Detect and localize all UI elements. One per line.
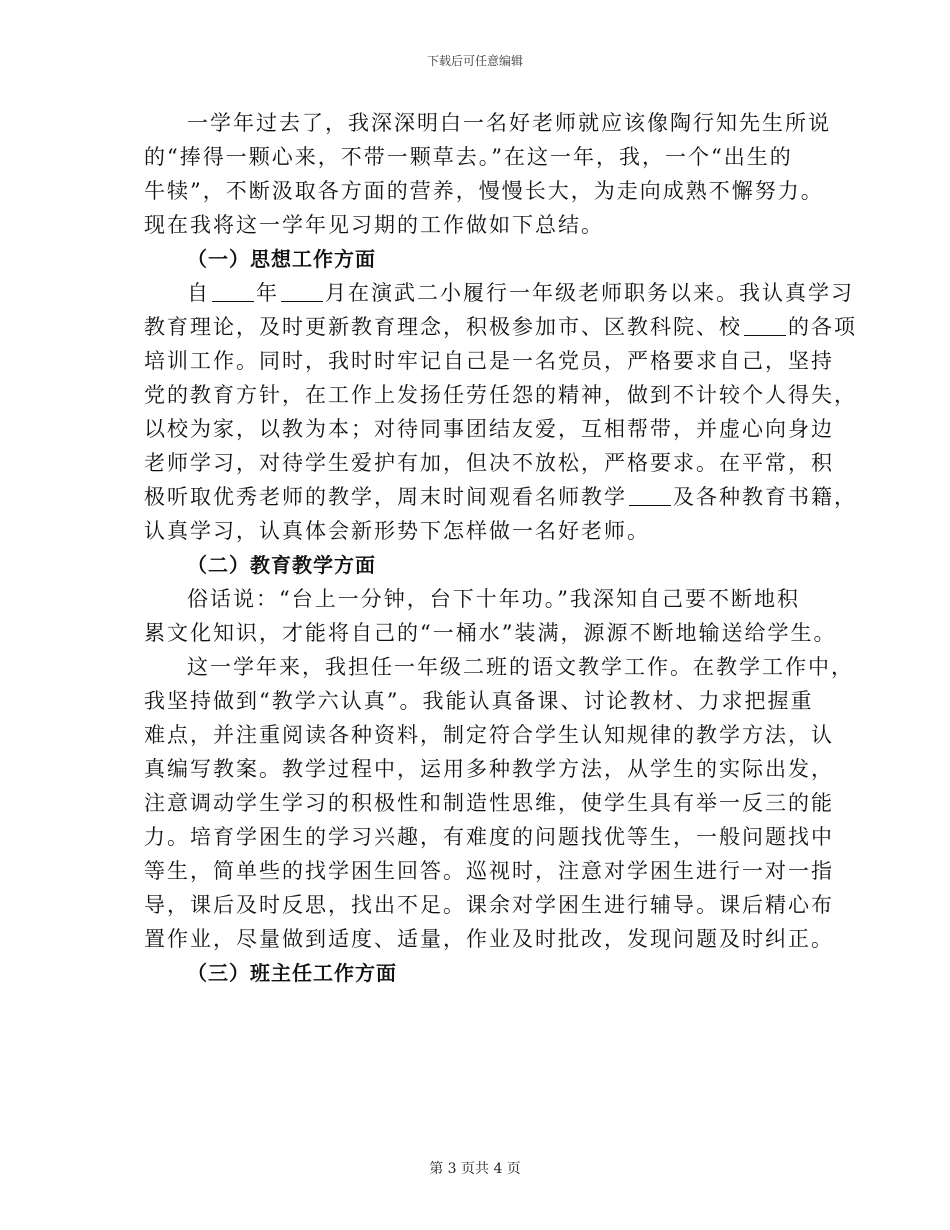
text-line: 置作业，尽量做到适度、适量，作业及时批改，发现问题及时纠正。 <box>144 927 834 951</box>
text-segment: 月在演武二小履行一年级老师职务以来。我认真学习 <box>325 281 854 305</box>
text-line <box>144 480 857 514</box>
text-line: 这一学年来，我担任一年级二班的语文教学工作。在教学工作中， <box>187 655 854 679</box>
text-line: 培训工作。同时，我时时牢记自己是一名党员，严格要求自己，坚持 <box>144 349 834 373</box>
text-line: 党的教育方针，在工作上发扬任劳任怨的精神，做到不计较个人得失， <box>144 383 857 407</box>
text-line <box>144 276 854 310</box>
page-header: 下载后可任意编辑 <box>426 54 523 68</box>
text-segment: 年 <box>256 281 279 305</box>
text-segment: 教育理论，及时更新教育理念，积极参加市、区教科院、校 <box>144 315 742 339</box>
text-line: 现在我将这一学年见习期的工作做如下总结。 <box>144 213 604 237</box>
fill-blank <box>212 281 254 302</box>
text-line: 导，课后及时反思，找出不足。课余对学困生进行辅导。课后精心布 <box>144 893 834 917</box>
text-line: 等生，简单些的找学困生回答。巡视时，注意对学困生进行一对一指 <box>144 859 834 883</box>
fill-blank <box>629 485 671 506</box>
text-line: 认真学习，认真体会新形势下怎样做一名好老师。 <box>144 519 650 543</box>
fill-blank <box>744 315 786 336</box>
section-heading-3: （三）班主任工作方面 <box>187 961 397 985</box>
text-line: 注意调动学生学习的积极性和制造性思维，使学生具有举一反三的能 <box>144 791 834 815</box>
text-line: 以校为家，以教为本；对待同事团结友爱，互相帮带，并虚心向身边 <box>144 417 834 441</box>
text-line: 累文化知识，才能将自己的“一桶水”装满，源源不断地输送给学生。 <box>144 621 837 645</box>
text-line: 难点，并注重阅读各种资料，制定符合学生认知规律的教学方法，认 <box>144 723 834 747</box>
section-heading-1: （一）思想工作方面 <box>187 247 376 271</box>
text-segment: 极听取优秀老师的教学，周末时间观看名师教学 <box>144 485 627 509</box>
section-heading-2: （二）教育教学方面 <box>187 553 376 577</box>
text-line: 的“捧得一颗心来，不带一颗草去。”在这一年，我，一个“出生的 <box>144 145 793 169</box>
text-line: 力。培育学困生的学习兴趣，有难度的问题找优等生，一般问题找中 <box>144 825 834 849</box>
fill-blank <box>281 281 323 302</box>
page-footer: 第 3 页共 4 页 <box>429 1161 521 1177</box>
text-line: 俗话说：“台上一分钟，台下十年功。”我深知自己要不断地积 <box>187 587 800 611</box>
text-line: 我坚持做到“教学六认真”。我能认真备课、讨论教材、力求把握重 <box>144 689 814 713</box>
text-line <box>144 310 857 344</box>
text-segment: 及各种教育书籍， <box>673 485 857 509</box>
document-body <box>144 106 857 990</box>
text-segment: 自 <box>187 281 210 305</box>
text-line: 老师学习，对待学生爱护有加，但决不放松，严格要求。在平常，积 <box>144 451 834 475</box>
text-line: 一学年过去了，我深深明白一名好老师就应该像陶行知先生所说 <box>187 111 831 135</box>
text-segment: 的各项 <box>788 315 857 339</box>
text-line: 真编写教案。教学过程中，运用多种教学方法，从学生的实际出发， <box>144 757 834 781</box>
text-line: 牛犊”，不断汲取各方面的营养，慢慢长大，为走向成熟不懈努力。 <box>144 179 824 203</box>
